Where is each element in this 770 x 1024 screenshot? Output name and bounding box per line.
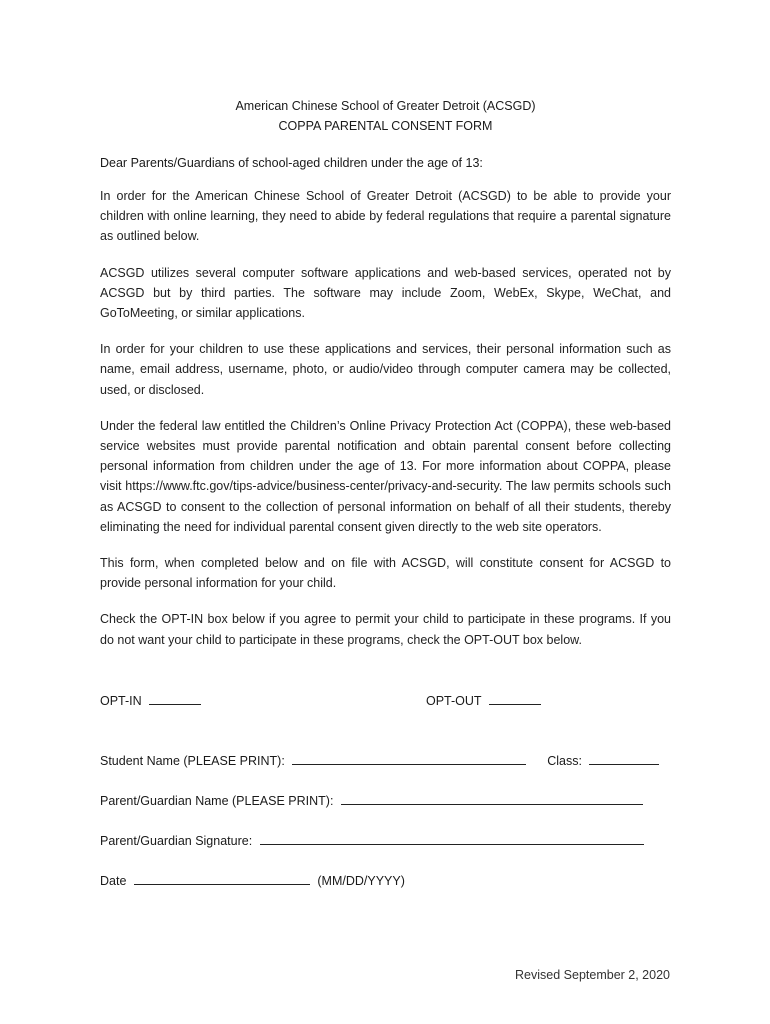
org-title: American Chinese School of Greater Detroit (ACSGD) (235, 99, 536, 113)
document-title (100, 96, 671, 136)
student-name-row (100, 752, 671, 772)
opt-in-option[interactable] (100, 692, 201, 708)
date-row (100, 872, 671, 892)
opt-row (100, 692, 671, 712)
paragraph-personal-info: In order for your children to use these applications and services, their personal information such as name, email address, username, photo, or audio/video through computer camera may be collected, used, or disclosed. (100, 342, 671, 397)
signature-row (100, 832, 671, 852)
paragraph-software: ACSGD utilizes several computer software applications and web-based services, operated not by ACSGD but by third parties. The software may include Zoom, WebEx, Skype, WeChat, and GoToMeeting, or similar applications. (100, 265, 671, 321)
greeting: Dear Parents/Guardians of school-aged children under the age of 13: (100, 156, 483, 170)
parent-name-label: Parent/Guardian Name (PLEASE PRINT): (100, 793, 334, 808)
opt-out-blank[interactable] (489, 692, 541, 705)
class-field[interactable] (589, 752, 659, 765)
opt-in-blank[interactable] (149, 692, 201, 705)
paragraph-intro: In order for the American Chinese School of Greater Detroit (ACSGD) to be able to provide your children with online learning, they need to abide by federal regulations that require a parental signature as outlined below. (100, 189, 671, 244)
parent-name-field[interactable] (341, 792, 643, 805)
signature-field[interactable] (260, 832, 644, 845)
student-name-label: Student Name (PLEASE PRINT): (100, 753, 285, 768)
date-format-hint: (MM/DD/YYYY) (317, 873, 405, 888)
form-content (100, 96, 671, 892)
opt-in-label: OPT-IN (100, 693, 142, 708)
paragraph-consent: This form, when completed below and on file with ACSGD, will constitute consent for ACSGD to provide personal information for your child. (100, 556, 671, 591)
student-name-field[interactable] (292, 752, 526, 765)
opt-out-option[interactable] (426, 692, 541, 708)
date-field[interactable] (134, 872, 310, 885)
signature-label: Parent/Guardian Signature: (100, 833, 253, 848)
class-label: Class: (547, 753, 582, 768)
opt-out-label: OPT-OUT (426, 693, 482, 708)
date-label: Date (100, 873, 127, 888)
parent-name-row (100, 792, 671, 812)
revised-date: Revised September 2, 2020 (515, 968, 670, 982)
paragraph-instructions: Check the OPT-IN box below if you agree to permit your child to participate in these programs. If you do not want your child to participate in these programs, check the OPT-OUT box below. (100, 612, 671, 647)
form-title: COPPA PARENTAL CONSENT FORM (278, 119, 493, 133)
paragraph-coppa: Under the federal law entitled the Children’s Online Privacy Protection Act (COPPA), these web-based service websites must provide parental notification and obtain parental consent before collecting personal information from children under the age of 13. For more information about COPPA, please visit https://www.ftc.gov/tips-advice/business-center/privacy-and-security. The law permits schools such as ACSGD to consent to the collection of personal information on behalf of all their students, thereby eliminating the need for individual parental consent given directly to the web site operators. (100, 418, 671, 534)
